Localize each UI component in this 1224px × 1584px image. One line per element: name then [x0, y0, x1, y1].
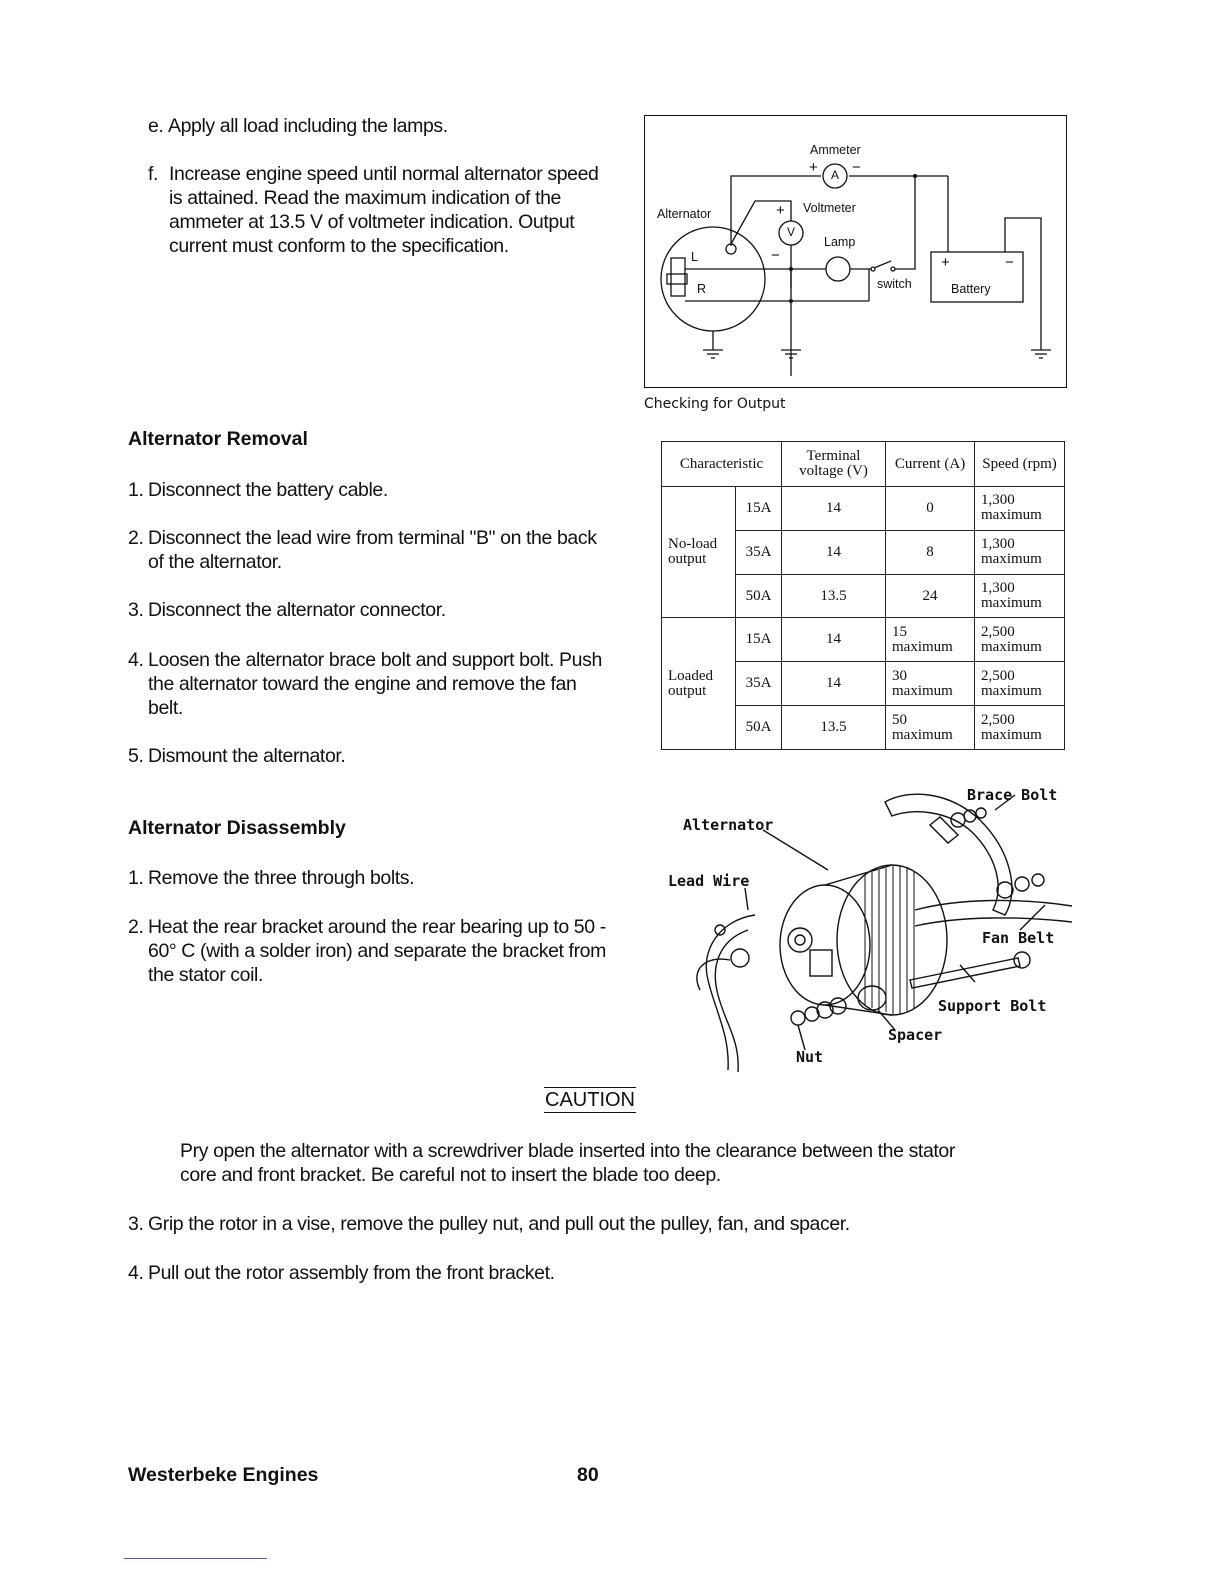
fan-belt — [915, 900, 1072, 926]
step-text: Disconnect the alternator connector. — [148, 599, 446, 621]
brace-bolt-label: Brace Bolt — [967, 786, 1058, 804]
rating-cell: 50A — [736, 574, 782, 618]
circuit-diagram — [644, 115, 1067, 388]
voltmeter-minus: − — [771, 247, 780, 264]
rating-cell: 50A — [736, 706, 782, 750]
alternator-symbol — [661, 227, 765, 331]
group-label: No-load output — [662, 487, 736, 618]
battery-plus: + — [941, 254, 950, 271]
column-header: Characteristic — [662, 442, 782, 487]
table-row — [662, 618, 1065, 662]
step-number: 4. — [128, 649, 144, 671]
step-number: 3. — [128, 599, 144, 621]
step-text: Loosen the alternator brace bolt and support bolt. Push the alternator toward the engine and remove the fan belt. — [148, 649, 602, 719]
speed-cell: 2,500 maximum — [975, 662, 1065, 706]
step-number: 2. — [128, 916, 144, 938]
battery-minus: − — [1005, 254, 1014, 271]
footer-brand: Westerbeke Engines — [128, 1464, 319, 1486]
disassembly-heading: Alternator Disassembly — [128, 817, 346, 839]
removal-heading: Alternator Removal — [128, 428, 308, 450]
rating-cell: 35A — [736, 530, 782, 574]
voltmeter-plus: + — [776, 202, 785, 219]
step-text: Disconnect the battery cable. — [148, 479, 388, 501]
speed-cell: 1,300 maximum — [975, 487, 1065, 531]
circuit-caption: Checking for Output — [644, 396, 786, 412]
step-text: Grip the rotor in a vise, remove the pulley nut, and pull out the pulley, fan, and spacer. — [148, 1213, 850, 1235]
voltage-cell: 14 — [782, 487, 886, 531]
support-bolt-label: Support Bolt — [938, 997, 1047, 1015]
voltage-cell: 14 — [782, 530, 886, 574]
lead-wire-label: Lead Wire — [668, 872, 750, 890]
step-text: Increase engine speed until normal alternator speed is attained. Read the maximum indication of the ammeter at 13.5 V of voltmeter indication. Output current must conform to the specification. — [169, 163, 599, 257]
current-cell: 50 maximum — [886, 706, 975, 750]
step-text: Dismount the alternator. — [148, 745, 346, 767]
step-number: 1. — [128, 479, 144, 501]
terminal-r-label: R — [697, 282, 707, 296]
step-number: 3. — [128, 1213, 144, 1235]
caution-text: Pry open the alternator with a screwdriver blade inserted into the clearance between the stator core and front bracket. Be careful not to insert the blade too deep. — [180, 1140, 955, 1186]
step-number: 1. — [128, 867, 144, 889]
page-number: 80 — [577, 1464, 599, 1486]
speed-cell: 1,300 maximum — [975, 530, 1065, 574]
spacer-label: Spacer — [888, 1026, 943, 1044]
step-number: e. — [148, 115, 164, 137]
fan-belt-label: Fan Belt — [982, 929, 1055, 947]
group-label: Loaded output — [662, 618, 736, 750]
column-header: Current (A) — [886, 442, 975, 487]
column-header: Terminal voltage (V) — [782, 442, 886, 487]
ammeter-minus: − — [852, 159, 861, 176]
current-cell: 0 — [886, 487, 975, 531]
step-text: Apply all load including the lamps. — [168, 115, 448, 137]
lead-wires — [697, 915, 755, 1072]
lamp-label: Lamp — [824, 235, 856, 249]
voltage-cell: 14 — [782, 662, 886, 706]
column-header: Speed (rpm) — [975, 442, 1065, 487]
footer-rule — [124, 1558, 267, 1559]
ammeter-glyph: A — [831, 168, 840, 182]
current-cell: 30 maximum — [886, 662, 975, 706]
rating-cell: 15A — [736, 618, 782, 662]
support-bolt-drawing — [910, 958, 1020, 988]
current-cell: 8 — [886, 530, 975, 574]
rating-cell: 35A — [736, 662, 782, 706]
step-number: 5. — [128, 745, 144, 767]
step-number: f. — [148, 163, 159, 185]
table-header-row — [662, 442, 1065, 487]
battery-label: Battery — [951, 282, 991, 296]
current-cell: 24 — [886, 574, 975, 618]
terminal-l-label: L — [691, 250, 698, 264]
speed-cell: 2,500 maximum — [975, 706, 1065, 750]
step-text: Heat the rear bracket around the rear bearing up to 50 - 60° C (with a solder iron) and separate the bracket from the stator coil. — [148, 916, 606, 986]
switch-label: switch — [877, 277, 912, 291]
step-number: 2. — [128, 527, 144, 549]
voltage-cell: 14 — [782, 618, 886, 662]
nut-label: Nut — [796, 1048, 824, 1066]
step-text: Disconnect the lead wire from terminal "B" on the back of the alternator. — [148, 527, 597, 573]
step-text: Pull out the rotor assembly from the front bracket. — [148, 1262, 555, 1284]
speed-cell: 1,300 maximum — [975, 574, 1065, 618]
step-number: 4. — [128, 1262, 144, 1284]
brace-arm — [885, 794, 1012, 915]
output-spec-table — [661, 441, 1065, 750]
alternator-illustration — [660, 780, 1080, 1085]
voltmeter-glyph: V — [787, 225, 796, 239]
table-row — [662, 487, 1065, 531]
brace-bolt-drawing — [951, 808, 986, 827]
voltage-cell: 13.5 — [782, 574, 886, 618]
ammeter-label: Ammeter — [810, 143, 861, 157]
rating-cell: 15A — [736, 487, 782, 531]
alternator-label: Alternator — [657, 207, 712, 221]
speed-cell: 2,500 maximum — [975, 618, 1065, 662]
voltage-cell: 13.5 — [782, 706, 886, 750]
voltmeter-label: Voltmeter — [803, 201, 856, 215]
alternator-pic-label: Alternator — [683, 816, 774, 834]
step-text: Remove the three through bolts. — [148, 867, 415, 889]
ammeter-plus: + — [809, 159, 818, 176]
caution-title: CAUTION — [545, 1089, 635, 1111]
lamp-symbol — [826, 257, 850, 281]
current-cell: 15 maximum — [886, 618, 975, 662]
